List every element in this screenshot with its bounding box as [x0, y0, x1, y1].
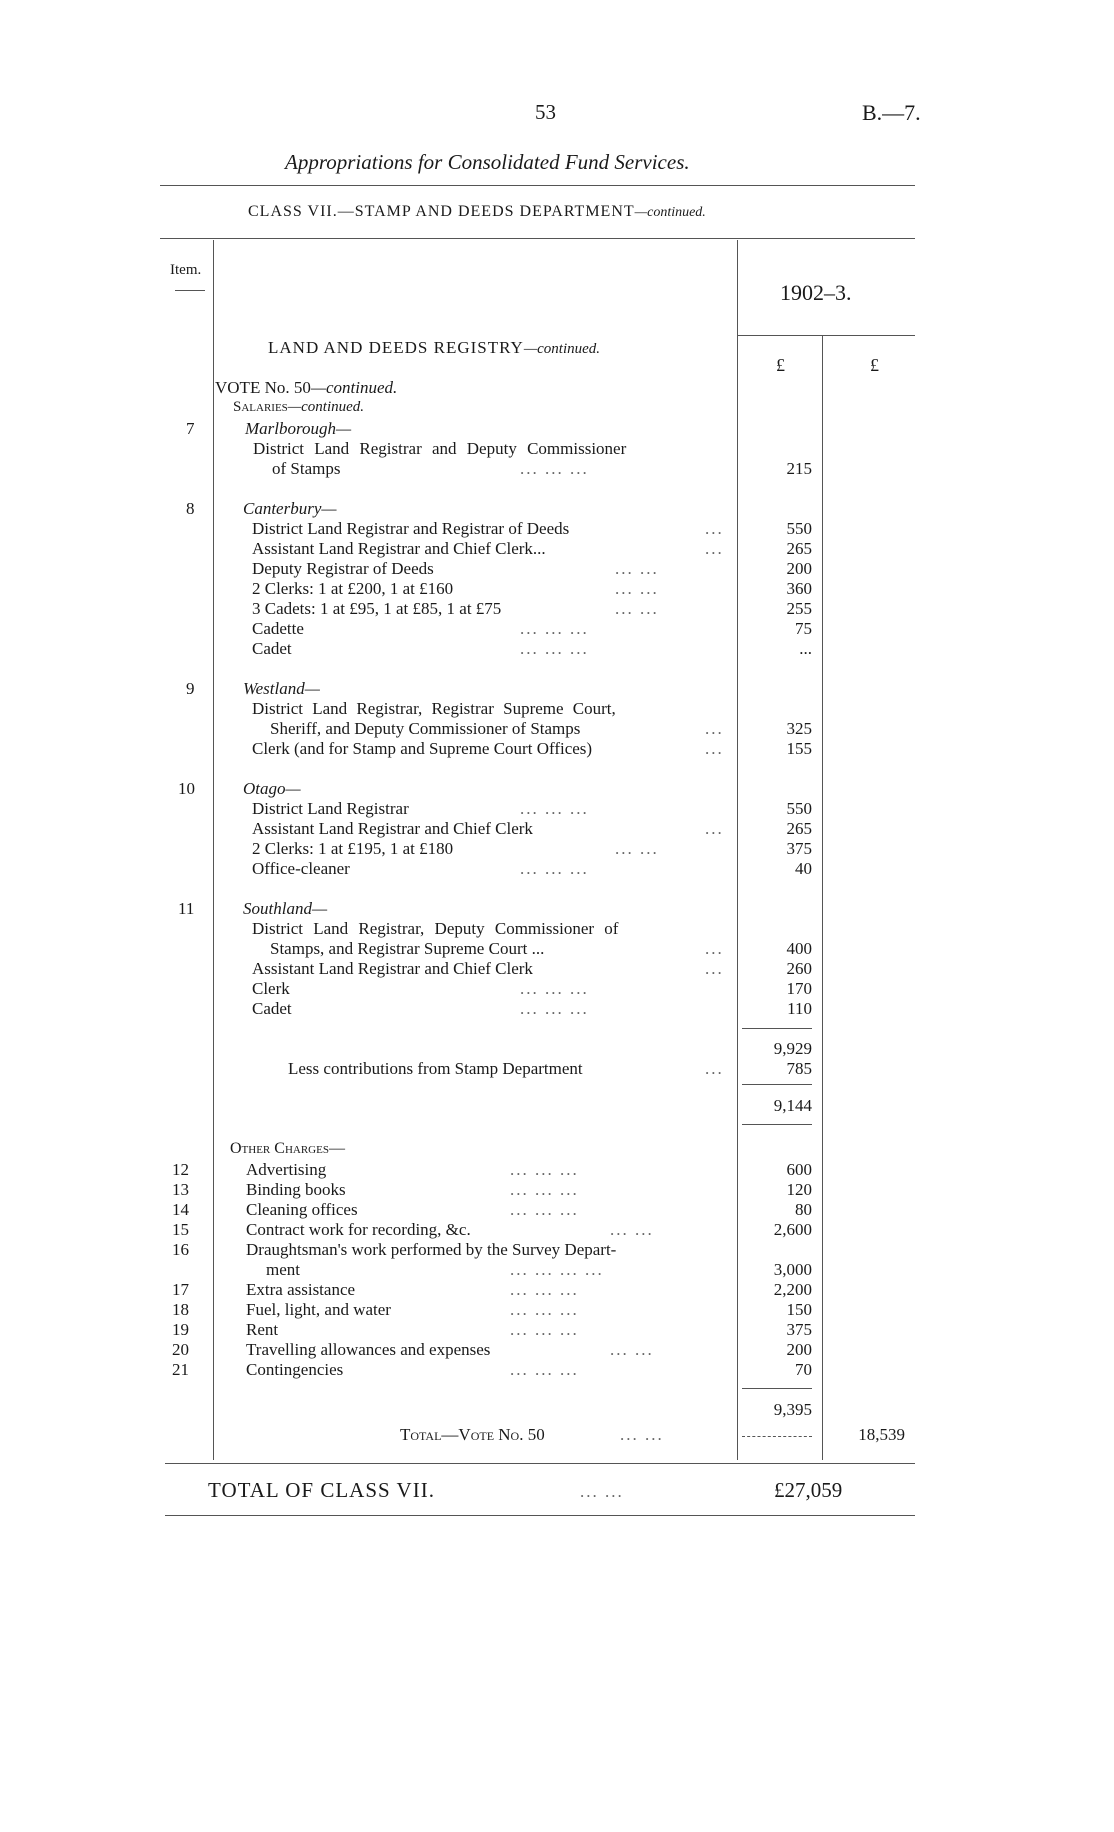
item-number: 12 — [172, 1160, 189, 1179]
leader-dots: ... — [705, 819, 724, 838]
amount-column-rule-b — [822, 335, 823, 1460]
amount: 550 — [786, 519, 812, 538]
gross-salaries-total: 9,929 — [773, 1039, 812, 1058]
amount: 200 — [786, 559, 812, 578]
leader-dots: ... ... ... ... — [510, 1260, 604, 1279]
other-charges-rule — [742, 1388, 812, 1389]
line-text: District Land Registrar and Deputy Commissioner — [253, 439, 627, 458]
leader-dots: ... ... — [610, 1220, 654, 1239]
amount: 265 — [786, 539, 812, 558]
leader-dots: ... ... — [580, 1482, 624, 1501]
amount: 110 — [787, 999, 812, 1018]
line-text: 3 Cadets: 1 at £95, 1 at £85, 1 at £75 — [252, 599, 502, 618]
year-rule — [737, 335, 915, 336]
leader-dots: ... ... — [615, 559, 659, 578]
item-number: 18 — [172, 1300, 189, 1319]
section-title — [268, 338, 600, 358]
line-text: 2 Clerks: 1 at £195, 1 at £180 — [252, 839, 454, 858]
amount: 400 — [786, 939, 812, 958]
leader-dots: ... ... ... — [510, 1360, 579, 1379]
line-text: Clerk (and for Stamp and Supreme Court Offices) — [252, 739, 593, 758]
page-number: 53 — [535, 100, 556, 124]
vote-total-rule — [742, 1436, 812, 1437]
leader-dots: ... — [705, 539, 724, 558]
amount: 2,200 — [773, 1280, 812, 1299]
amount: 375 — [786, 839, 812, 858]
salaries-heading — [233, 399, 364, 416]
district-name: Southland— — [243, 899, 328, 918]
less-contributions-amount: 785 — [786, 1059, 812, 1078]
leader-dots: ... ... ... — [520, 619, 589, 638]
district-name: Marlborough— — [245, 419, 352, 438]
line-text: District Land Registrar, Registrar Supreme Court, — [252, 699, 616, 718]
vote-total-label: Total—Vote No. 50 — [400, 1425, 545, 1444]
line-text: Assistant Land Registrar and Chief Clerk — [252, 819, 533, 838]
class-total-top-rule — [165, 1463, 915, 1464]
leader-dots: ... ... ... — [510, 1200, 579, 1219]
line-text: Office-cleaner — [252, 859, 350, 878]
charge-text: ment — [266, 1260, 300, 1279]
amount: 255 — [786, 599, 812, 618]
vote-total-amount: 18,539 — [858, 1425, 905, 1444]
leader-dots: ... ... — [620, 1425, 664, 1444]
amount: 200 — [786, 1340, 812, 1359]
amount: 2,600 — [773, 1220, 812, 1239]
item-number: 7 — [186, 419, 195, 438]
table-top-rule — [160, 238, 915, 239]
amount: 360 — [786, 579, 812, 598]
year-column-header: 1902–3. — [780, 280, 852, 305]
amount: 150 — [786, 1300, 812, 1319]
page-title: Appropriations for Consolidated Fund Services. — [285, 150, 690, 174]
leader-dots: ... ... ... — [510, 1160, 579, 1179]
net-rule — [742, 1084, 812, 1085]
registry-title: LAND AND DEEDS REGISTRY — [268, 338, 524, 357]
class-heading — [248, 203, 706, 221]
amount: 550 — [786, 799, 812, 818]
amount: ... — [799, 639, 812, 658]
line-text: Sheriff, and Deputy Commissioner of Stamps — [270, 719, 581, 738]
leader-dots: ... ... ... — [520, 639, 589, 658]
net-salaries-total: 9,144 — [773, 1096, 812, 1115]
charge-text: Fuel, light, and water — [246, 1300, 391, 1319]
item-number: 14 — [172, 1200, 189, 1219]
line-text: District Land Registrar — [252, 799, 409, 818]
amount: 75 — [795, 619, 812, 638]
amount: 40 — [795, 859, 812, 878]
salaries-continued: —continued. — [287, 399, 365, 415]
amount: 265 — [786, 819, 812, 838]
district-name: Westland— — [243, 679, 320, 698]
vote-number: VOTE No. 50 — [215, 378, 311, 397]
charge-text: Extra assistance — [246, 1280, 356, 1299]
item-column-rule — [213, 240, 214, 1460]
item-number: 16 — [172, 1240, 189, 1259]
item-number: 8 — [186, 499, 195, 518]
document-reference: B.—7. — [862, 100, 921, 125]
leader-dots: ... ... — [615, 579, 659, 598]
line-text: District Land Registrar, Deputy Commissioner of — [252, 919, 619, 938]
leader-dots: ... — [705, 719, 724, 738]
net-bottom-rule — [742, 1124, 812, 1125]
item-number: 13 — [172, 1180, 189, 1199]
leader-dots: ... — [705, 519, 724, 538]
leader-dots: ... ... ... — [510, 1280, 579, 1299]
leader-dots: ... ... ... — [520, 799, 589, 818]
leader-dots: ... ... ... — [520, 979, 589, 998]
item-number: 11 — [178, 899, 195, 918]
item-number: 21 — [172, 1360, 189, 1379]
line-text: Stamps, and Registrar Supreme Court ... — [270, 939, 545, 958]
leader-dots: ... ... ... — [510, 1320, 579, 1339]
leader-dots: ... — [705, 959, 724, 978]
charge-text: Travelling allowances and expenses — [246, 1340, 491, 1359]
line-text: Deputy Registrar of Deeds — [252, 559, 434, 578]
registry-continued: —continued. — [523, 341, 601, 357]
leader-dots: ... ... ... — [510, 1180, 579, 1199]
amount: 600 — [786, 1160, 812, 1179]
leader-dots: ... ... — [615, 839, 659, 858]
currency-column-b: £ — [870, 355, 879, 375]
item-header-underline — [175, 290, 205, 291]
line-text: Assistant Land Registrar and Chief Clerk — [252, 959, 533, 978]
charge-text: Binding books — [246, 1180, 346, 1199]
line-text: Cadette — [252, 619, 304, 638]
charge-text: Rent — [246, 1320, 279, 1339]
vote-continued: —continued. — [310, 378, 398, 397]
amount: 325 — [786, 719, 812, 738]
item-number: 9 — [186, 679, 195, 698]
leader-dots: ... ... ... — [520, 999, 589, 1018]
amount: 80 — [795, 1200, 812, 1219]
class-heading-text: CLASS VII.—STAMP AND DEEDS DEPARTMENT — [248, 203, 635, 220]
title-rule — [160, 185, 915, 186]
less-contributions-label: Less contributions from Stamp Department — [288, 1059, 583, 1078]
line-text: Cadet — [252, 639, 292, 658]
item-number: 20 — [172, 1340, 189, 1359]
line-text: Assistant Land Registrar and Chief Clerk... — [252, 539, 546, 558]
amount-column-rule-a — [737, 240, 738, 1460]
leader-dots: ... ... ... — [520, 459, 589, 478]
district-name: Otago— — [243, 779, 301, 798]
line-text: of Stamps — [272, 459, 341, 478]
item-column-header: Item. — [170, 262, 202, 278]
amount: 375 — [786, 1320, 812, 1339]
item-number: 17 — [172, 1280, 189, 1299]
amount: 70 — [795, 1360, 812, 1379]
item-number: 19 — [172, 1320, 189, 1339]
amount: 120 — [786, 1180, 812, 1199]
other-charges-heading: Other Charges— — [230, 1140, 345, 1157]
leader-dots: ... ... ... — [510, 1300, 579, 1319]
line-text: Cadet — [252, 999, 292, 1018]
line-text: 2 Clerks: 1 at £200, 1 at £160 — [252, 579, 454, 598]
leader-dots: ... ... — [615, 599, 659, 618]
subtotal-rule — [742, 1028, 812, 1029]
class-total-bottom-rule — [165, 1515, 915, 1516]
leader-dots: ... — [705, 739, 724, 758]
vote-title — [215, 378, 397, 398]
class-total-amount: £27,059 — [774, 1478, 843, 1502]
line-text: Clerk — [252, 979, 290, 998]
amount: 170 — [786, 979, 812, 998]
item-number: 15 — [172, 1220, 189, 1239]
class-heading-continued: —continued. — [634, 205, 706, 220]
leader-dots: ... ... — [610, 1340, 654, 1359]
class-total-label: TOTAL OF CLASS VII. — [208, 1478, 435, 1502]
salaries-label: Salaries — [233, 399, 288, 415]
amount: 3,000 — [773, 1260, 812, 1279]
charge-text: Contract work for recording, &c. — [246, 1220, 471, 1239]
district-name: Canterbury— — [243, 499, 337, 518]
charge-text: Cleaning offices — [246, 1200, 358, 1219]
item-number: 10 — [178, 779, 195, 798]
other-charges-subtotal: 9,395 — [773, 1400, 812, 1419]
amount: 260 — [786, 959, 812, 978]
charge-text: Draughtsman's work performed by the Survey Depart- — [246, 1240, 617, 1259]
amount: 215 — [786, 459, 812, 478]
amount: 155 — [786, 739, 812, 758]
leader-dots: ... — [705, 939, 724, 958]
line-text: District Land Registrar and Registrar of Deeds — [252, 519, 570, 538]
charge-text: Contingencies — [246, 1360, 344, 1379]
leader-dots: ... ... ... — [520, 859, 589, 878]
currency-column-a: £ — [776, 355, 785, 375]
charge-text: Advertising — [246, 1160, 327, 1179]
leader-dots: ... — [705, 1059, 724, 1078]
